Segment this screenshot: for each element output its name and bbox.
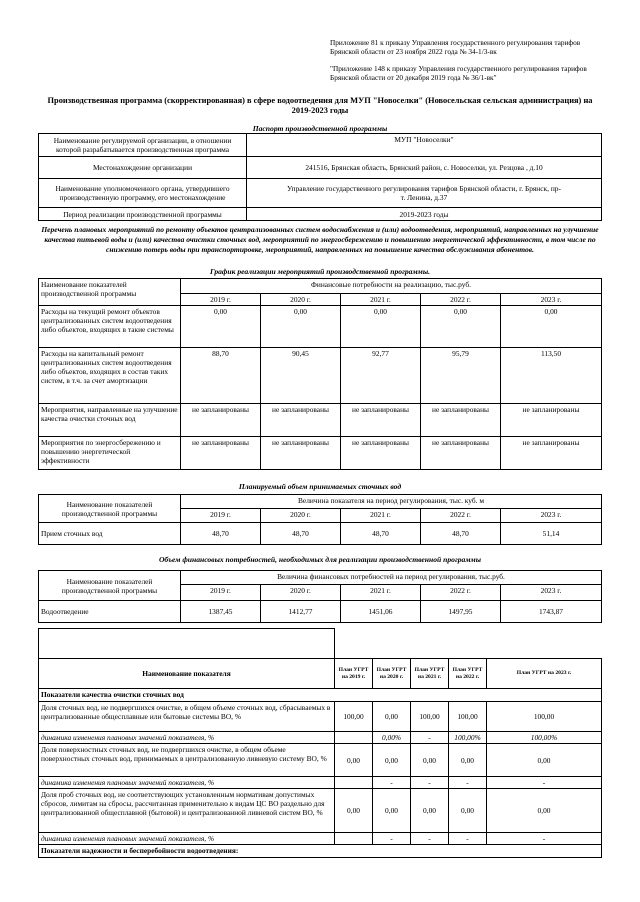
row-label: динамика изменения плановых значений показателя, % <box>39 732 335 744</box>
plan-header: План УГРТ на 2019 г. <box>335 659 373 689</box>
cell-value: не запланированы <box>341 437 421 470</box>
table-row <box>39 348 602 404</box>
cell-value: - <box>449 777 487 789</box>
year-header: 2023 г. <box>501 294 602 306</box>
year-header: 2019 г. <box>181 585 261 601</box>
year-header: 2023 г. <box>501 509 602 523</box>
plan-header: План УГРТ на 2022 г. <box>449 659 487 689</box>
year-header: 2020 г. <box>261 585 341 601</box>
table-row <box>39 789 602 833</box>
cell-value <box>335 732 373 744</box>
passport-value: 241516, Брянская область, Брянский район, с. Новоселки, ул. Резцова , д.10 <box>247 157 602 179</box>
indicator-name-header: Наименование показателя <box>39 659 335 689</box>
year-header: 2021 г. <box>341 509 421 523</box>
order-reference-2: "Приложение 148 к приказу Управления государственного регулирования тарифов Брянской области от 20 декабря 2019 года № 36/1-вк" <box>330 64 587 82</box>
cell-value: 100,00 <box>411 702 449 732</box>
cell-value: 0,00 <box>501 306 602 348</box>
passport-label: Наименование регулируемой организации, в отношении которой разрабатывается производственная программа <box>39 134 247 157</box>
passport-value: 2019-2023 годы <box>247 208 602 221</box>
passport-label: Местонахождение организации <box>39 157 247 179</box>
finance-table <box>38 570 602 623</box>
plan-header: План УГРТ на 2021 г. <box>411 659 449 689</box>
volume-group-header: Величина показателя на период регулирования, тыс. куб. м <box>181 495 602 509</box>
cell-value: 100,00 <box>487 702 602 732</box>
cell-value: 48,70 <box>341 523 421 545</box>
table-row <box>39 777 602 789</box>
cell-value: не запланированы <box>421 404 501 437</box>
cell-value: 1387,45 <box>181 601 261 623</box>
year-header: 2020 г. <box>261 294 341 306</box>
finance-col-header: Наименование показателей производственной программы <box>39 571 181 601</box>
passport-label: Наименование уполномоченного органа, утвердившего производственную программу, его местонахождение <box>39 179 247 208</box>
cell-value: 0,00 <box>449 789 487 833</box>
cell-value: 48,70 <box>181 523 261 545</box>
cell-value: 0,00 <box>487 744 602 777</box>
row-label: динамика изменения плановых значений показателя, % <box>39 777 335 789</box>
cell-value: 1743,87 <box>501 601 602 623</box>
cell-value: не запланированы <box>501 404 602 437</box>
cell-value: 0,00 <box>341 306 421 348</box>
cell-value: 100,00 <box>335 702 373 732</box>
cell-value: - <box>373 777 411 789</box>
cell-value: 100,00% <box>449 732 487 744</box>
cell-value: не запланированы <box>341 404 421 437</box>
cell-value: 0,00 <box>373 789 411 833</box>
schedule-table <box>38 278 602 470</box>
schedule-group-header: Финансовые потребности на реализацию, тыс.руб. <box>181 279 602 294</box>
cell-value <box>335 833 373 845</box>
volume-caption: Планируемый объем принимаемых сточных вод <box>238 482 402 491</box>
year-header: 2019 г. <box>181 294 261 306</box>
year-header: 2019 г. <box>181 509 261 523</box>
cell-value: 1497,95 <box>421 601 501 623</box>
year-header: 2021 г. <box>341 585 421 601</box>
cell-value: 0,00 <box>181 306 261 348</box>
passport-row <box>39 134 602 157</box>
passport-label: Период реализации производственной программы <box>39 208 247 221</box>
table-row <box>39 437 602 470</box>
cell-value: 0,00 <box>373 744 411 777</box>
row-label: Расходы на текущий ремонт объектов централизованных систем водоотведения либо объектов, входящих в такие системы <box>39 306 181 348</box>
cell-value: 113,50 <box>501 348 602 404</box>
year-header: 2020 г. <box>261 509 341 523</box>
year-header: 2023 г. <box>501 585 602 601</box>
cell-value: 0,00 <box>411 789 449 833</box>
passport-row <box>39 208 602 221</box>
row-label: Прием сточных вод <box>39 523 181 545</box>
cell-value: 48,70 <box>421 523 501 545</box>
row-label: Доля проб сточных вод, не соответствующих установленным нормативам допустимых сбросов, лимитам на сбросы, рассчитанная применительно к видам ЦС ВО раздельно для централизованной общесплавной (бытовой) и централизованной ливневой систем ВО, % <box>39 789 335 833</box>
plan-header: План УГРТ на 2020 г. <box>373 659 411 689</box>
cell-value: 0,00 <box>411 744 449 777</box>
row-label: Расходы на капитальный ремонт централизованных систем водоотведения либо объектов, входящих в состав таких систем, в т.ч. за счет амортизации <box>39 348 181 404</box>
page-title: Производственная программа (скорректированная) в сфере водоотведения для МУП "Новоселки" (Новосельская сельская администрация) на 2019-2023 годы <box>47 96 593 115</box>
plan-header: План УГРТ на 2023 г. <box>487 659 602 689</box>
row-label: динамика изменения плановых значений показателя, % <box>39 833 335 845</box>
section-heading: Показатели надежности и бесперебойности водоотведения: <box>39 845 602 858</box>
cell-value: 100,00 <box>449 702 487 732</box>
cell-value <box>335 777 373 789</box>
volume-col-header: Наименование показателей производственной программы <box>39 495 181 523</box>
schedule-caption: График реализации мероприятий производственной программы. <box>209 267 431 276</box>
table-row <box>39 523 602 545</box>
table-row <box>39 833 602 845</box>
cell-value: 51,14 <box>501 523 602 545</box>
cell-value: не запланированы <box>181 404 261 437</box>
cell-value: 1412,77 <box>261 601 341 623</box>
cell-value: 0,00% <box>373 732 411 744</box>
cell-value: 0,00 <box>421 306 501 348</box>
table-row <box>39 306 602 348</box>
passport-row <box>39 179 602 208</box>
cell-value: 88,70 <box>181 348 261 404</box>
measures-list-paragraph: Перечень плановых мероприятий по ремонту объектов централизованных систем водоснабжения и (или) водоотведения, мероприятий, направленных на улучшение качества питьевой воды и (или) качества очистки сточных вод, мероприятий по энергосбережению и повышению энергетической эффективности, в том числе по снижению потерь воды при транспортировке, мероприятий, направленных на повышение качества обслуживания абонентов. <box>41 225 599 254</box>
cell-value: - <box>487 833 602 845</box>
year-header: 2022 г. <box>421 294 501 306</box>
indicators-table <box>38 628 602 858</box>
cell-value: не запланированы <box>261 404 341 437</box>
cell-value: 0,00 <box>261 306 341 348</box>
cell-value: 48,70 <box>261 523 341 545</box>
passport-table <box>38 133 602 221</box>
cell-value: 92,77 <box>341 348 421 404</box>
cell-value: не запланированы <box>501 437 602 470</box>
year-header: 2021 г. <box>341 294 421 306</box>
row-label: Водоотведение <box>39 601 181 623</box>
cell-value: - <box>449 833 487 845</box>
cell-value: 0,00 <box>487 789 602 833</box>
order-reference-1: Приложение 81 к приказу Управления государственного регулирования тарифов Брянской области от 23 ноября 2022 года № 34-1/3-вк <box>330 38 581 56</box>
cell-value: 0,00 <box>335 789 373 833</box>
year-header: 2022 г. <box>421 509 501 523</box>
passport-row <box>39 157 602 179</box>
cell-value: - <box>487 777 602 789</box>
cell-value: - <box>411 732 449 744</box>
table-row <box>39 744 602 777</box>
cell-value: 95,79 <box>421 348 501 404</box>
cell-value: - <box>411 833 449 845</box>
passport-caption: Паспорт производственной программы <box>252 124 388 133</box>
table-row <box>39 702 602 732</box>
row-label: Доля сточных вод, не подвергшихся очистке, в общем объеме сточных вод, сбрасываемых в централизованные общесплавные или бытовые системы ВО, % <box>39 702 335 732</box>
passport-value: Управление государственного регулирования тарифов Брянской области, г. Брянск, пр-т. Ленина, д.37 <box>247 179 602 208</box>
table-row <box>39 404 602 437</box>
cell-value: не запланированы <box>181 437 261 470</box>
row-label: Мероприятия по энергосбережению и повышению энергетической эффективности <box>39 437 181 470</box>
cell-value: 1451,06 <box>341 601 421 623</box>
finance-group-header: Величина финансовых потребностей на период регулирования, тыс.руб. <box>181 571 602 585</box>
volume-table <box>38 494 602 545</box>
year-header: 2022 г. <box>421 585 501 601</box>
cell-value: не запланированы <box>421 437 501 470</box>
table-row <box>39 732 602 744</box>
cell-value: 100,00% <box>487 732 602 744</box>
row-label: Доля поверхностных сточных вод, не подвергшихся очистке, в общем объеме поверхностных сточных вод, принимаемых в централизованную ливневую систему ВО, % <box>39 744 335 777</box>
cell-value: 90,45 <box>261 348 341 404</box>
cell-value: не запланированы <box>261 437 341 470</box>
finance-caption: Объем финансовых потребностей, необходимых для реализации производственной программы <box>158 555 482 564</box>
cell-value: - <box>411 777 449 789</box>
section-heading: Показатели качества очистки сточных вод <box>39 689 602 702</box>
cell-value: 0,00 <box>373 702 411 732</box>
table-row <box>39 601 602 623</box>
cell-value: 0,00 <box>449 744 487 777</box>
cell-value: 0,00 <box>335 744 373 777</box>
order-reference <box>330 38 605 90</box>
schedule-col-header: Наименование показателей производственной программы <box>39 279 181 306</box>
cell-value: - <box>373 833 411 845</box>
row-label: Мероприятия, направленные на улучшение качества очистки сточных вод <box>39 404 181 437</box>
passport-value: МУП "Новоселки" <box>247 134 602 157</box>
